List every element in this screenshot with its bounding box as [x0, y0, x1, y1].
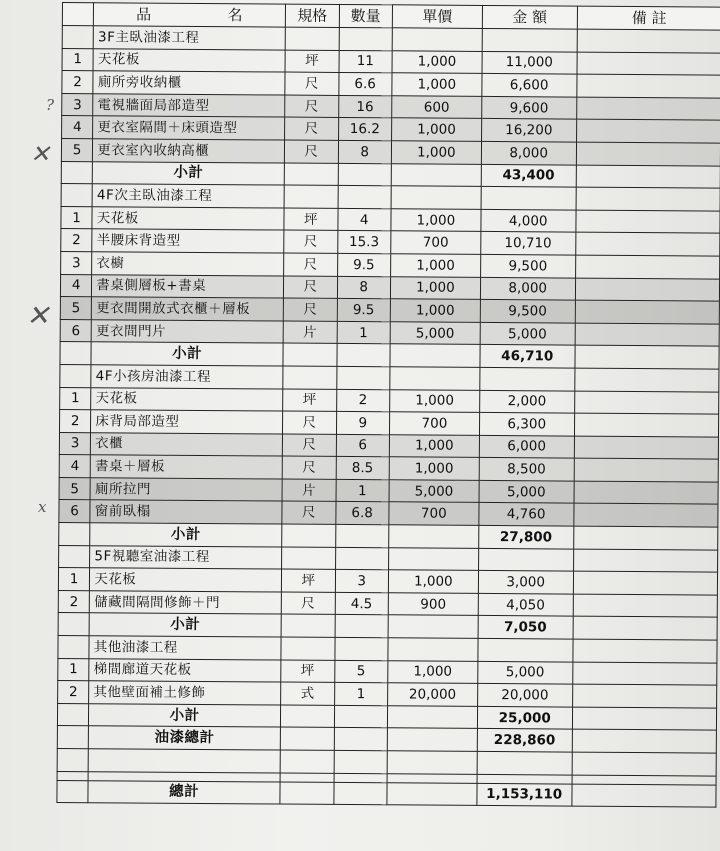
item-number: 3 — [61, 251, 92, 274]
item-unit-price: 700 — [389, 412, 479, 435]
empty-cell — [61, 161, 92, 184]
item-quantity: 3 — [335, 570, 389, 593]
empty-cell — [573, 617, 717, 641]
item-number: 1 — [58, 568, 89, 591]
empty-cell — [572, 729, 716, 753]
item-unit-price: 1,000 — [389, 434, 479, 457]
item-quantity: 1 — [336, 479, 390, 502]
item-amount: 4,760 — [479, 503, 574, 526]
item-note — [575, 278, 719, 302]
empty-cell — [334, 750, 388, 773]
item-number: 1 — [62, 48, 93, 71]
paint-total-amount: 228,860 — [477, 729, 572, 752]
header-name-left: 品 — [136, 5, 152, 24]
item-note — [575, 300, 719, 324]
item-amount: 9,600 — [481, 96, 576, 119]
item-amount: 9,500 — [480, 254, 575, 277]
item-number: 2 — [58, 590, 89, 613]
item-name: 更衣室隔間＋床頭造型 — [93, 116, 285, 140]
margin-cross-mark: ✕ — [26, 299, 50, 332]
item-note — [574, 413, 718, 437]
item-quantity: 8 — [337, 276, 391, 299]
empty-cell — [334, 637, 388, 660]
item-amount: 4,000 — [481, 209, 576, 232]
empty-cell — [57, 726, 88, 749]
empty-cell — [281, 637, 335, 660]
header-price: 單價 — [392, 5, 482, 29]
table-body — [57, 26, 720, 808]
empty-cell — [62, 26, 93, 49]
item-note — [572, 684, 716, 708]
item-name: 天花板 — [92, 206, 284, 230]
empty-cell — [59, 523, 90, 546]
empty-cell — [478, 638, 573, 661]
item-name: 半腰床背造型 — [92, 229, 284, 253]
item-note — [576, 210, 720, 234]
item-quantity: 4.5 — [335, 592, 389, 615]
item-unit: 坪 — [283, 389, 337, 412]
item-unit: 尺 — [283, 411, 337, 434]
item-number: 4 — [60, 274, 91, 297]
empty-cell — [576, 165, 720, 189]
item-unit: 尺 — [282, 502, 336, 525]
empty-cell — [333, 782, 387, 805]
item-unit: 坪 — [281, 569, 335, 592]
item-name: 衣櫃 — [91, 432, 283, 456]
item-unit: 尺 — [285, 117, 339, 140]
item-quantity: 6 — [336, 434, 390, 457]
item-note — [573, 571, 717, 595]
header-amount: 金 額 — [482, 5, 577, 29]
empty-cell — [480, 367, 575, 390]
empty-cell — [572, 784, 716, 808]
empty-cell — [280, 727, 334, 750]
item-note — [577, 52, 720, 76]
item-amount: 6,600 — [482, 74, 577, 97]
empty-cell — [281, 614, 335, 637]
empty-cell — [57, 703, 88, 726]
empty-cell — [387, 706, 477, 729]
item-unit-price: 600 — [392, 96, 482, 119]
margin-cross-mark: x — [38, 498, 47, 516]
item-number: 2 — [58, 681, 89, 704]
item-unit-price: 1,000 — [392, 73, 482, 96]
empty-cell — [387, 782, 477, 805]
empty-cell — [282, 524, 336, 547]
empty-cell — [573, 549, 717, 573]
item-unit-price: 1,000 — [388, 660, 478, 683]
empty-cell — [284, 163, 338, 186]
item-number: 2 — [62, 71, 93, 94]
empty-cell — [334, 728, 388, 751]
item-name: 儲藏間隔間修飾＋門 — [90, 591, 282, 615]
item-name: 天花板 — [93, 48, 285, 72]
subtotal-label: 小計 — [91, 342, 283, 366]
empty-cell — [60, 364, 91, 387]
item-note — [573, 594, 717, 618]
item-number: 3 — [62, 93, 93, 116]
item-number: 6 — [59, 500, 90, 523]
item-unit: 坪 — [284, 208, 338, 231]
item-amount: 10,710 — [481, 232, 576, 255]
item-quantity: 16 — [338, 95, 392, 118]
item-unit: 尺 — [285, 95, 339, 118]
empty-cell — [280, 773, 334, 782]
item-number: 5 — [61, 138, 92, 161]
subtotal-label: 小計 — [93, 161, 285, 185]
item-unit: 尺 — [284, 140, 338, 163]
item-note — [575, 232, 719, 256]
item-number: 4 — [62, 116, 93, 139]
item-quantity: 1 — [334, 683, 388, 706]
item-amount: 8,000 — [481, 141, 576, 164]
item-unit-price: 1,000 — [390, 276, 480, 299]
section-title: 4F次主臥油漆工程 — [92, 184, 284, 208]
empty-cell — [58, 613, 89, 636]
empty-cell — [572, 752, 716, 776]
item-name: 書桌＋層板 — [90, 455, 282, 479]
item-note — [575, 255, 719, 279]
item-number: 2 — [59, 410, 90, 433]
item-unit: 坪 — [281, 660, 335, 683]
subtotal-label: 小計 — [89, 704, 281, 728]
item-unit-price: 1,000 — [391, 209, 481, 232]
item-unit-price: 1,000 — [391, 141, 481, 164]
item-unit-price: 700 — [389, 502, 479, 525]
item-note — [575, 323, 719, 347]
item-amount: 4,050 — [478, 593, 573, 616]
item-note — [574, 391, 718, 415]
item-name: 廁所旁收納櫃 — [93, 71, 285, 95]
section-title: 其他油漆工程 — [89, 636, 281, 660]
empty-cell — [58, 636, 89, 659]
item-quantity: 15.3 — [337, 231, 391, 254]
item-note — [574, 504, 718, 528]
item-number: 1 — [58, 658, 89, 681]
empty-cell — [482, 28, 577, 51]
empty-cell — [390, 344, 480, 367]
item-unit: 片 — [283, 321, 337, 344]
item-note — [576, 97, 720, 121]
item-unit: 尺 — [284, 230, 338, 253]
empty-cell — [283, 343, 337, 366]
subtotal-amount: 25,000 — [477, 706, 572, 729]
empty-cell — [283, 366, 337, 389]
empty-cell — [388, 615, 478, 638]
item-unit: 尺 — [283, 298, 337, 321]
subtotal-amount: 27,800 — [478, 525, 573, 548]
item-unit-price: 1,000 — [391, 254, 481, 277]
item-unit-price: 20,000 — [388, 683, 478, 706]
item-unit: 尺 — [284, 253, 338, 276]
empty-cell — [389, 525, 479, 548]
item-amount: 20,000 — [477, 684, 572, 707]
header-name-right: 名 — [227, 6, 244, 25]
section-title: 5F視聽室油漆工程 — [90, 545, 282, 569]
item-quantity: 1 — [337, 321, 391, 344]
item-note — [577, 74, 720, 98]
empty-cell — [335, 547, 389, 570]
item-name: 窗前臥榻 — [90, 500, 282, 524]
item-unit: 尺 — [282, 456, 336, 479]
empty-cell — [57, 748, 88, 771]
item-note — [574, 481, 718, 505]
subtotal-amount: 46,710 — [480, 345, 575, 368]
empty-cell — [391, 186, 481, 209]
item-quantity: 9.5 — [337, 253, 391, 276]
item-quantity: 2 — [336, 389, 390, 412]
item-note — [576, 119, 720, 143]
item-note — [576, 142, 720, 166]
item-name: 更衣間門片 — [91, 319, 283, 343]
header-note: 備 註 — [577, 6, 720, 30]
item-note — [574, 458, 718, 482]
empty-cell — [57, 780, 88, 803]
section-title: 4F小孩房油漆工程 — [91, 365, 283, 389]
item-unit-price: 900 — [388, 593, 478, 616]
item-amount: 6,300 — [479, 413, 574, 436]
empty-cell — [280, 750, 334, 773]
item-quantity: 6.6 — [338, 73, 392, 96]
empty-cell — [334, 705, 388, 728]
item-amount: 8,500 — [479, 458, 574, 481]
subtotal-label: 小計 — [89, 613, 281, 637]
item-amount: 11,000 — [482, 51, 577, 74]
item-quantity: 8 — [338, 140, 392, 163]
subtotal-amount: 43,400 — [481, 164, 576, 187]
item-quantity: 5 — [334, 660, 388, 683]
item-name: 床背局部造型 — [91, 410, 283, 434]
item-unit: 尺 — [281, 592, 335, 615]
item-number: 3 — [59, 432, 90, 455]
empty-cell — [391, 163, 481, 186]
item-unit-price: 1,000 — [389, 457, 479, 480]
empty-cell — [59, 545, 90, 568]
item-quantity: 4 — [337, 208, 391, 231]
empty-cell — [335, 524, 389, 547]
item-unit-price: 1,000 — [392, 50, 482, 73]
empty-cell — [338, 186, 392, 209]
item-amount: 6,000 — [479, 435, 574, 458]
empty-cell — [336, 366, 390, 389]
item-name: 更衣間開放式衣櫃＋層板 — [92, 297, 284, 321]
empty-cell — [573, 639, 717, 663]
item-name: 更衣室內收納高櫃 — [93, 139, 285, 163]
item-unit: 坪 — [285, 50, 339, 73]
empty-cell — [572, 707, 716, 731]
item-number: 5 — [59, 477, 90, 500]
empty-cell — [280, 782, 334, 805]
item-quantity: 11 — [339, 50, 393, 73]
item-amount: 5,000 — [480, 322, 575, 345]
item-quantity: 8.5 — [336, 457, 390, 480]
subtotal-amount: 7,050 — [478, 616, 573, 639]
item-name: 電視牆面局部造型 — [93, 94, 285, 118]
item-amount: 3,000 — [478, 571, 573, 594]
empty-cell — [574, 368, 718, 392]
item-name: 其他壁面補土修飾 — [89, 681, 281, 705]
empty-cell — [339, 27, 393, 50]
item-number: 1 — [60, 387, 91, 410]
item-unit: 式 — [281, 682, 335, 705]
empty-cell — [387, 751, 477, 774]
item-amount: 16,200 — [481, 119, 576, 142]
item-unit: 尺 — [282, 434, 336, 457]
item-amount: 5,000 — [479, 480, 574, 503]
item-unit-price: 1,000 — [390, 299, 480, 322]
item-number: 2 — [61, 229, 92, 252]
paint-total-label: 油漆總計 — [89, 726, 281, 750]
item-unit: 尺 — [283, 276, 337, 299]
item-number: 4 — [59, 455, 90, 478]
grand-total-label: 總計 — [88, 780, 280, 804]
margin-question-mark: ? — [46, 96, 55, 114]
empty-cell — [389, 547, 479, 570]
item-name: 天花板 — [91, 387, 283, 411]
item-unit: 片 — [282, 479, 336, 502]
empty-cell — [335, 615, 389, 638]
item-unit-price: 5,000 — [389, 480, 479, 503]
empty-cell — [57, 771, 88, 780]
item-unit-price: 1,000 — [390, 389, 480, 412]
item-amount: 5,000 — [478, 661, 573, 684]
item-quantity: 9 — [336, 412, 390, 435]
empty-cell — [387, 728, 477, 751]
empty-cell — [334, 773, 388, 782]
item-unit-price: 700 — [391, 231, 481, 254]
item-quantity: 6.8 — [335, 502, 389, 525]
empty-cell — [392, 28, 482, 51]
empty-cell — [88, 749, 280, 773]
header-qty: 數量 — [339, 4, 393, 27]
header-unit: 規格 — [285, 4, 339, 27]
item-amount: 9,500 — [480, 300, 575, 323]
header-no — [62, 3, 93, 26]
empty-cell — [478, 548, 573, 571]
empty-cell — [573, 526, 717, 550]
empty-cell — [388, 638, 478, 661]
item-name: 天花板 — [90, 568, 282, 592]
item-amount: 8,000 — [480, 277, 575, 300]
quotation-table — [56, 2, 720, 808]
item-note — [574, 436, 718, 460]
header-name — [94, 3, 286, 27]
item-unit-price: 1,000 — [392, 118, 482, 141]
empty-cell — [338, 163, 392, 186]
item-amount: 2,000 — [479, 390, 574, 413]
empty-cell — [60, 342, 91, 365]
item-name: 梯間廊道天花板 — [89, 658, 281, 682]
empty-cell — [61, 184, 92, 207]
empty-cell — [577, 29, 720, 53]
empty-cell — [576, 187, 720, 211]
item-unit: 尺 — [285, 72, 339, 95]
empty-cell — [477, 751, 572, 774]
empty-cell — [285, 27, 339, 50]
item-quantity: 9.5 — [337, 299, 391, 322]
empty-cell — [390, 367, 480, 390]
section-title: 3F主臥油漆工程 — [93, 26, 285, 50]
empty-cell — [280, 705, 334, 728]
item-name: 廁所拉門 — [90, 478, 282, 502]
item-number: 1 — [61, 206, 92, 229]
empty-cell — [284, 185, 338, 208]
item-name: 書桌側層板+書桌 — [92, 274, 284, 298]
empty-cell — [336, 344, 390, 367]
item-unit-price: 1,000 — [388, 570, 478, 593]
item-number: 5 — [60, 297, 91, 320]
margin-cross-mark: ✕ — [30, 140, 51, 168]
item-quantity: 16.2 — [338, 118, 392, 141]
grand-total-row — [57, 780, 716, 807]
empty-cell — [282, 547, 336, 570]
item-unit-price: 5,000 — [390, 322, 480, 345]
empty-cell — [575, 345, 719, 369]
item-number: 6 — [60, 319, 91, 342]
item-note — [572, 662, 716, 686]
grand-total-amount: 1,153,110 — [477, 783, 572, 806]
item-name: 衣櫥 — [92, 252, 284, 276]
subtotal-label: 小計 — [90, 523, 282, 547]
empty-cell — [481, 187, 576, 210]
